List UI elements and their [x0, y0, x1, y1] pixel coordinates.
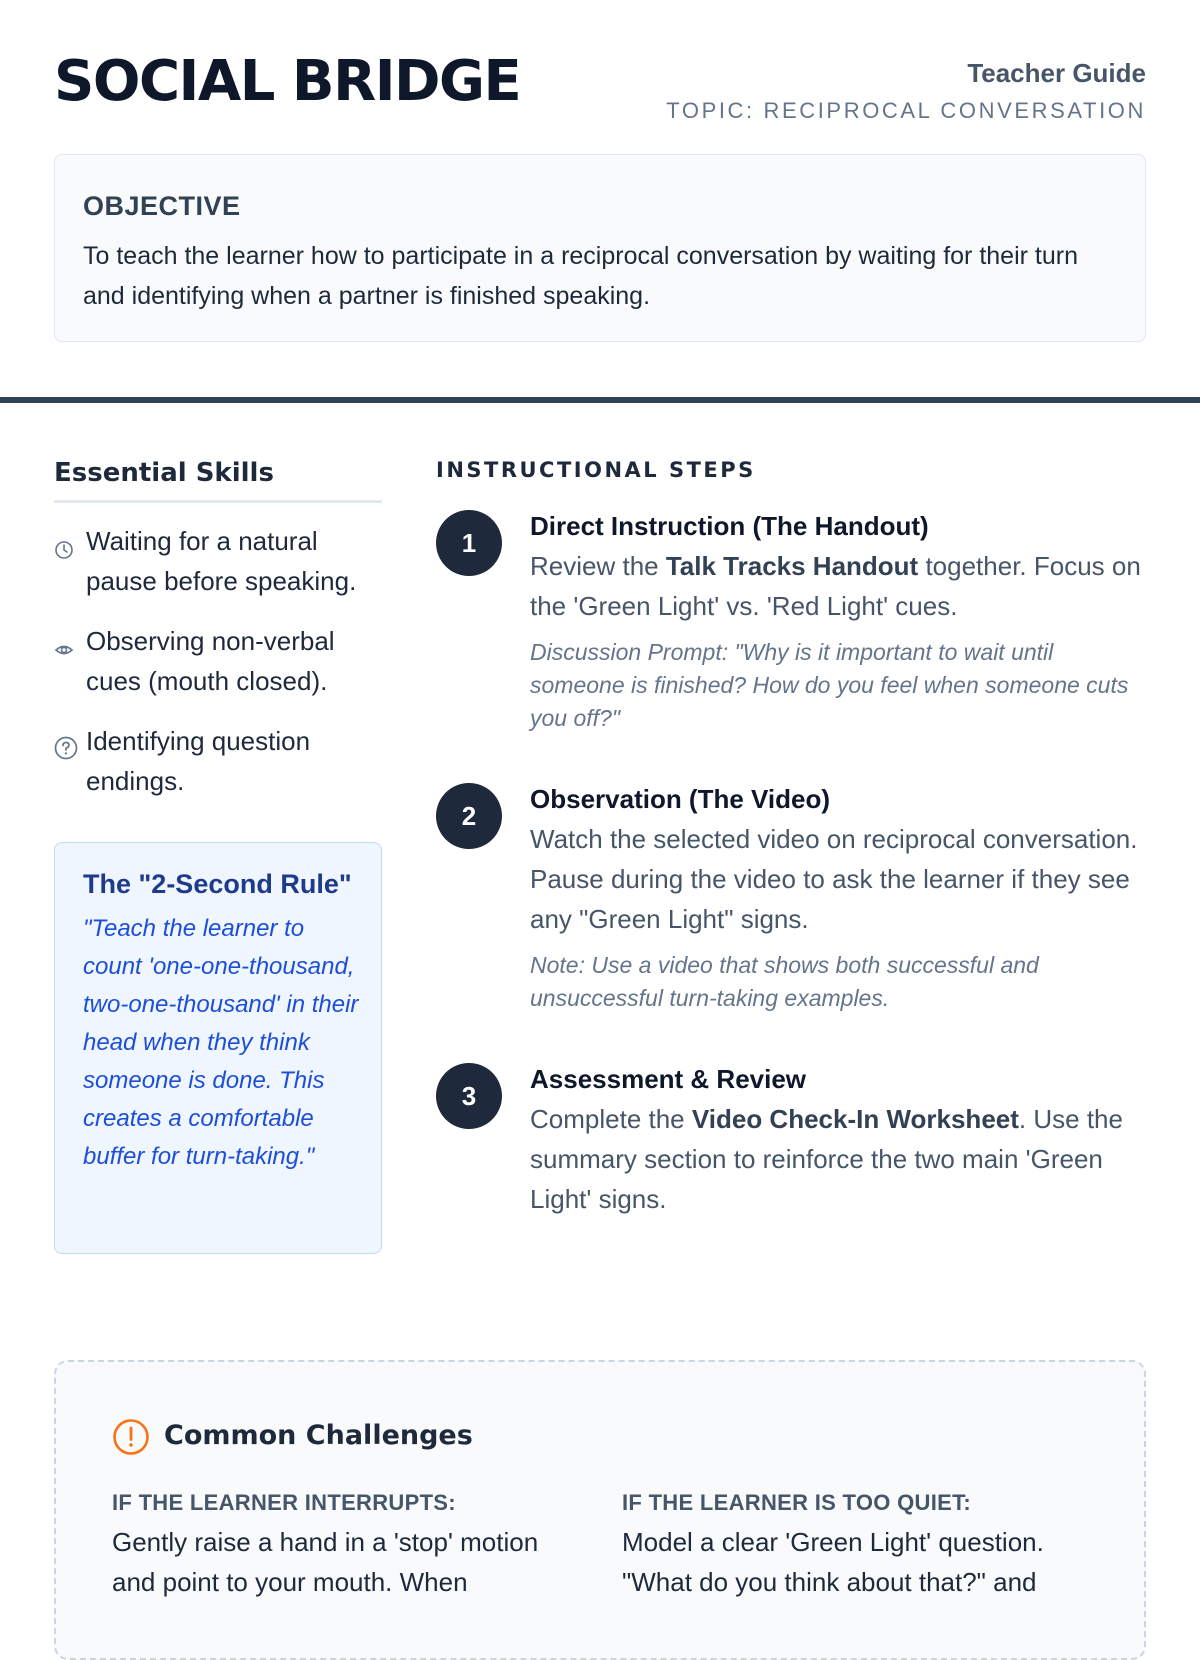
step-body: [530, 510, 1148, 735]
step-title: Direct Instruction (The Handout): [530, 511, 929, 541]
objective-box: [54, 154, 1146, 342]
step-note: Discussion Prompt: "Why is it important to wait until someone is finished? How do you feel when someone cuts you off?": [530, 639, 1129, 731]
clock-icon: [54, 531, 74, 551]
rule-quote: "Teach the learner to count 'one-one-thousand, two-one-thousand' in their head when they think someone is done. This creates a comfortable buffer for turn-taking.": [83, 915, 359, 1170]
page-header: [54, 48, 1146, 138]
challenge-interrupts: [112, 1490, 582, 1602]
question-circle-icon: [54, 731, 74, 751]
brand-title: SOCIAL BRIDGE: [54, 49, 521, 114]
two-second-rule-box: [54, 842, 382, 1254]
rule-title: The "2-Second Rule": [83, 869, 352, 899]
challenge-too-quiet: [622, 1490, 1092, 1602]
sidebar-title: Essential Skills: [54, 458, 382, 503]
step-number-badge: 2: [436, 783, 502, 849]
topic-label: TOPIC: RECIPROCAL CONVERSATION: [666, 98, 1146, 123]
step-note: Note: Use a video that shows both successful and unsuccessful turn-taking examples.: [530, 952, 1039, 1011]
instructional-steps: [436, 458, 1148, 1214]
step-number-badge: 3: [436, 1063, 502, 1129]
skill-text: Waiting for a natural pause before speaking.: [86, 526, 357, 596]
step-description: Review the Talk Tracks Handout together. Focus on the 'Green Light' vs. 'Red Light' cues.: [530, 551, 1141, 621]
skill-text: Observing non-verbal cues (mouth closed).: [86, 626, 335, 696]
step-title: Assessment & Review: [530, 1064, 807, 1094]
skill-item: [54, 621, 382, 701]
objective-title: OBJECTIVE: [83, 191, 241, 221]
steps-heading: INSTRUCTIONAL STEPS: [436, 458, 756, 482]
worksheet-name: Video Check-In Worksheet: [691, 1104, 1019, 1134]
skill-text: Identifying question endings.: [86, 726, 311, 796]
challenge-label: IF THE LEARNER IS TOO QUIET:: [622, 1490, 972, 1515]
section-divider: [0, 397, 1200, 403]
handout-name: Talk Tracks Handout: [665, 551, 919, 581]
step-body: [530, 1063, 1148, 1219]
common-challenges-box: [54, 1360, 1146, 1660]
skill-list: [54, 521, 382, 801]
eye-icon: [54, 631, 74, 651]
essential-skills-sidebar: [54, 458, 382, 821]
step-description: Complete the Video Check-In Worksheet. Use the summary section to reinforce the two main 'Green Light' signs.: [530, 1104, 1123, 1214]
step-body: [530, 783, 1148, 1015]
skill-item: [54, 721, 382, 801]
objective-text: To teach the learner how to participate in a reciprocal conversation by waiting for their turn and identifying when a partner is finished speaking.: [83, 242, 1078, 310]
challenge-text: Model a clear 'Green Light' question. "What do you think about that?" and: [622, 1527, 1044, 1597]
step-number-badge: 1: [436, 510, 502, 576]
challenge-text: Gently raise a hand in a 'stop' motion and point to your mouth. When: [112, 1527, 539, 1597]
step-title: Observation (The Video): [530, 784, 831, 814]
guide-label: Teacher Guide: [967, 58, 1146, 88]
step-description: Watch the selected video on reciprocal conversation. Pause during the video to ask the learner if they see any "Green Light" signs.: [530, 824, 1138, 934]
challenge-label: IF THE LEARNER INTERRUPTS:: [112, 1490, 456, 1515]
alert-circle-icon: [112, 1418, 150, 1456]
challenges-title: Common Challenges: [164, 1420, 473, 1451]
skill-item: [54, 521, 382, 601]
